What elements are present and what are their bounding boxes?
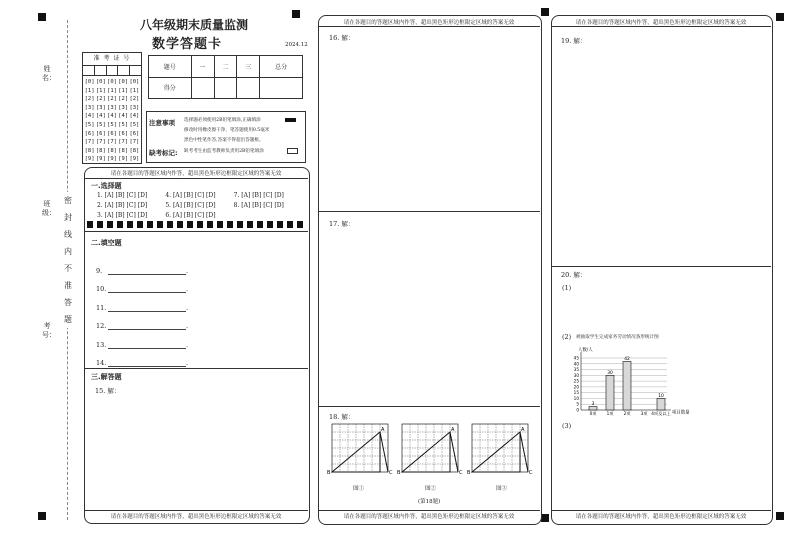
banner-notice: 请在各题目的答题区域内作答，超出黑色矩形边框限定区域的答案无效 bbox=[575, 20, 747, 26]
strip-block bbox=[207, 221, 213, 228]
fill-in-period: . bbox=[186, 266, 189, 275]
figure-label: 图③ bbox=[496, 486, 508, 492]
seal-text bbox=[63, 192, 73, 328]
strip-block bbox=[167, 221, 173, 228]
fill-in-blank[interactable] bbox=[108, 303, 189, 312]
vertex-label: B bbox=[397, 470, 401, 476]
score-cell[interactable] bbox=[260, 77, 303, 99]
choice-item[interactable]: 7. [A] [B] [C] [D] bbox=[233, 192, 284, 199]
part1-label: (1) bbox=[562, 284, 572, 292]
strip-block bbox=[187, 221, 193, 228]
notice-box bbox=[146, 111, 306, 163]
part2-label: (2) bbox=[562, 333, 572, 341]
fill-in-period: . bbox=[186, 303, 189, 312]
strip-block bbox=[267, 221, 273, 228]
bar-value-label: 30 bbox=[607, 370, 613, 376]
banner-notice: 请在各题目的答题区域内作答，超出黑色矩形边框限定区域的答案无效 bbox=[343, 514, 515, 520]
id-digit-bubble[interactable]: [4] bbox=[95, 113, 106, 120]
id-digit-bubble[interactable]: [3] bbox=[129, 104, 140, 111]
id-digit-bubble[interactable]: [9] bbox=[95, 156, 106, 163]
fill-in-period: . bbox=[186, 340, 189, 349]
strip-block bbox=[137, 221, 143, 228]
id-box-header: 准 考 证 号 bbox=[83, 53, 141, 66]
strip-block bbox=[217, 221, 223, 228]
y-tick-label: 20 bbox=[573, 384, 579, 390]
name-label: 姓名： bbox=[42, 65, 56, 82]
id-digit-bubble[interactable]: [8] bbox=[118, 147, 129, 154]
seal-char: 准 bbox=[63, 277, 73, 294]
strip-block bbox=[127, 221, 133, 228]
banner-notice: 请在各题目的答题区域内作答，超出黑色矩形边框限定区域的答案无效 bbox=[343, 20, 515, 26]
grid-figure bbox=[467, 424, 533, 476]
fill-in-number: 12. bbox=[96, 322, 107, 330]
fill-in-blank[interactable] bbox=[108, 285, 189, 293]
seal-char: 线 bbox=[63, 226, 73, 243]
q20-label: 20. 解： bbox=[561, 271, 587, 279]
corner-marker bbox=[776, 13, 784, 21]
corner-marker bbox=[541, 8, 549, 16]
y-tick-label: 45 bbox=[573, 355, 579, 361]
vertex-label: A bbox=[521, 427, 525, 433]
fill-in-period: . bbox=[186, 359, 189, 367]
strip-block bbox=[237, 221, 243, 228]
strip-block bbox=[177, 221, 183, 228]
score-table bbox=[148, 55, 303, 99]
fill-in-period: . bbox=[186, 285, 189, 293]
bar-value-label: 3 bbox=[591, 402, 595, 408]
bar bbox=[623, 361, 631, 410]
q19-label: 19. 解： bbox=[561, 37, 587, 45]
bar-value-label: 10 bbox=[658, 393, 664, 399]
notice-line: 修改时用橡皮擦干净，笔答题使用0.5毫米 bbox=[184, 128, 270, 133]
separator-strip bbox=[87, 221, 303, 228]
vertex-label: B bbox=[327, 470, 331, 476]
strip-block bbox=[287, 221, 293, 228]
id-digit-column[interactable] bbox=[106, 78, 117, 164]
id-digit-bubble[interactable]: [0] bbox=[118, 79, 129, 85]
choice-item[interactable]: 4. [A] [B] [C] [D] bbox=[165, 192, 216, 199]
id-digit-bubble[interactable]: [2] bbox=[107, 96, 117, 103]
id-digit-bubble[interactable]: [3] bbox=[84, 104, 95, 111]
choice-item[interactable]: 8. [A] [B] [C] [D] bbox=[233, 202, 284, 209]
id-digit-bubble[interactable]: [5] bbox=[129, 121, 140, 128]
bar-chart bbox=[565, 340, 695, 420]
id-digit-bubble[interactable]: [7] bbox=[84, 139, 95, 146]
banner-notice: 请在各题目的答题区域内作答，超出黑色矩形边框限定区域的答案无效 bbox=[110, 171, 282, 177]
id-digit-bubble[interactable]: [1] bbox=[95, 87, 106, 94]
strip-block bbox=[107, 221, 113, 228]
choice-item[interactable]: 5. [A] [B] [C] [D] bbox=[165, 202, 216, 209]
q16-label: 16. 解： bbox=[329, 34, 355, 42]
strip-block bbox=[297, 221, 303, 228]
strip-block bbox=[157, 221, 163, 228]
q15-label: 15. 解： bbox=[95, 387, 121, 395]
id-digit-bubble[interactable]: [1] bbox=[118, 87, 129, 94]
candidate-id-box bbox=[82, 52, 142, 164]
fill-in-number: 14. bbox=[96, 359, 107, 367]
id-digit-bubble[interactable]: [7] bbox=[118, 139, 129, 146]
y-tick-label: 35 bbox=[573, 367, 579, 373]
seal-char: 密 bbox=[63, 192, 73, 209]
id-digit-bubble[interactable]: [8] bbox=[129, 147, 140, 154]
id-digit-bubble[interactable]: [5] bbox=[107, 121, 117, 128]
id-digit-bubble[interactable]: [6] bbox=[107, 130, 117, 137]
vertex-label: C bbox=[529, 470, 533, 476]
absent-text: 缺考考生由监考教师负责用2B铅笔填涂 bbox=[184, 149, 264, 154]
fill-in-blank[interactable] bbox=[108, 359, 189, 367]
fill-in-number: 13. bbox=[96, 340, 107, 349]
id-digit-bubble[interactable]: [8] bbox=[84, 147, 95, 154]
corner-marker bbox=[38, 512, 46, 520]
id-digit-bubble[interactable]: [0] bbox=[84, 79, 95, 85]
figure-label: 图① bbox=[353, 486, 365, 492]
bar bbox=[606, 375, 614, 410]
vertex-label: A bbox=[381, 427, 385, 433]
fill-in-number: 9. bbox=[96, 266, 103, 275]
triangle-edge bbox=[380, 432, 388, 472]
id-digit-bubble[interactable]: [1] bbox=[129, 87, 140, 94]
choice-item[interactable]: 6. [A] [B] [C] [D] bbox=[165, 212, 216, 219]
strip-block bbox=[97, 221, 103, 228]
y-tick-label: 0 bbox=[576, 407, 579, 413]
x-axis-label: 项目数量 bbox=[672, 410, 690, 416]
choice-item[interactable]: 2. [A] [B] [C] [D] bbox=[97, 202, 148, 209]
id-digit-bubble[interactable]: [4] bbox=[107, 113, 117, 120]
notice-title: 注意事项 bbox=[149, 119, 175, 127]
id-digit-bubble[interactable]: [9] bbox=[84, 156, 95, 163]
id-digit-bubble[interactable]: [3] bbox=[107, 104, 117, 111]
vertex-label: C bbox=[389, 470, 393, 476]
q17-label: 17. 解： bbox=[329, 220, 355, 228]
id-digit-bubble[interactable]: [6] bbox=[95, 130, 106, 137]
vertex-label: C bbox=[459, 470, 463, 476]
id-digit-bubble[interactable]: [8] bbox=[95, 147, 106, 154]
notice-line: 选择题必须使用2B铅笔填涂,正确填涂 bbox=[184, 118, 261, 123]
score-cell[interactable] bbox=[214, 77, 237, 99]
fill-in-number: 11. bbox=[96, 303, 107, 312]
id-digit-bubble[interactable]: [8] bbox=[107, 147, 117, 154]
vertex-label: B bbox=[467, 470, 471, 476]
strip-block bbox=[277, 221, 283, 228]
id-digit-bubble[interactable]: [3] bbox=[118, 104, 129, 111]
fill-in-item bbox=[96, 349, 296, 368]
id-digit-column[interactable] bbox=[95, 78, 106, 164]
y-tick-label: 25 bbox=[573, 378, 579, 384]
id-digit-bubble[interactable]: [0] bbox=[95, 79, 106, 85]
corner-marker bbox=[776, 512, 784, 520]
strip-block bbox=[257, 221, 263, 228]
id-digit-column[interactable] bbox=[118, 78, 129, 164]
id-digit-bubble[interactable]: [9] bbox=[107, 156, 117, 163]
score-header: 总分 bbox=[260, 56, 303, 78]
choice-item[interactable]: 1. [A] [B] [C] [D] bbox=[97, 192, 148, 199]
section2-title: 二.填空题 bbox=[91, 239, 122, 247]
id-digit-bubble[interactable]: [4] bbox=[118, 113, 129, 120]
triangle-edge bbox=[520, 432, 528, 472]
section3-title: 三.解答题 bbox=[91, 373, 122, 381]
fill-in-item bbox=[96, 256, 296, 275]
section1-title: 一.选择题 bbox=[91, 182, 122, 190]
x-tick-label: 1项 bbox=[606, 411, 614, 416]
strip-block bbox=[147, 221, 153, 228]
choice-grid bbox=[97, 192, 302, 222]
triangle-edge bbox=[450, 432, 458, 472]
strip-block bbox=[87, 221, 93, 228]
id-digit-bubble[interactable]: [7] bbox=[107, 139, 117, 146]
chart-title: 被抽取学生完成家务劳动情况条形统计图 bbox=[576, 335, 659, 340]
id-digit-bubble[interactable]: [7] bbox=[129, 139, 140, 146]
fill-in-number: 10. bbox=[96, 285, 107, 293]
y-axis-label: 人数/人 bbox=[578, 348, 593, 353]
id-digit-bubble[interactable]: [9] bbox=[118, 156, 129, 163]
notice-line: 黑色中性笔作答,答案不得超出答题框。 bbox=[184, 138, 264, 143]
x-tick-label: 2项 bbox=[623, 411, 631, 416]
corner-marker bbox=[541, 514, 549, 522]
bar-value-label: 42 bbox=[624, 356, 630, 362]
fill-in-blank[interactable] bbox=[108, 340, 189, 349]
y-tick-label: 10 bbox=[573, 395, 579, 401]
id-digit-column[interactable] bbox=[129, 78, 140, 164]
grid-figure bbox=[397, 424, 463, 476]
fill-in-list bbox=[96, 256, 296, 367]
id-digit-bubble[interactable]: [3] bbox=[95, 104, 106, 111]
bar bbox=[589, 407, 597, 410]
id-digit-bubble[interactable]: [2] bbox=[84, 96, 95, 103]
class-label: 班级： bbox=[42, 200, 56, 217]
fill-in-blank[interactable] bbox=[108, 322, 189, 330]
id-digit-column[interactable] bbox=[84, 78, 95, 164]
vertex-label: A bbox=[451, 427, 455, 433]
x-tick-label: 4项及以上 bbox=[651, 411, 671, 416]
seal-char: 内 bbox=[63, 243, 73, 260]
score-cell[interactable] bbox=[237, 77, 260, 99]
score-header: 二 bbox=[214, 56, 237, 78]
choice-item[interactable]: 3. [A] [B] [C] [D] bbox=[97, 212, 148, 219]
id-digit-bubble[interactable]: [1] bbox=[107, 87, 117, 94]
absent-checkbox[interactable] bbox=[287, 148, 298, 154]
id-digit-bubble[interactable]: [5] bbox=[118, 121, 129, 128]
q18-label: 18. 解： bbox=[329, 413, 355, 421]
id-digit-bubble[interactable]: [6] bbox=[118, 130, 129, 137]
seal-char: 题 bbox=[63, 311, 73, 328]
id-digit-bubble[interactable]: [0] bbox=[129, 79, 140, 85]
fill-in-blank[interactable] bbox=[108, 266, 189, 275]
fill-in-item bbox=[96, 275, 296, 294]
x-tick-label: 3项 bbox=[640, 411, 648, 416]
choice-row bbox=[97, 202, 302, 212]
x-tick-label: 0项 bbox=[589, 411, 597, 416]
part3-label: (3) bbox=[562, 422, 572, 430]
strip-block bbox=[247, 221, 253, 228]
id-digit-grid[interactable] bbox=[83, 76, 141, 164]
fill-in-item bbox=[96, 330, 296, 349]
y-tick-label: 15 bbox=[573, 390, 579, 396]
id-digit-bubble[interactable]: [1] bbox=[84, 87, 95, 94]
absent-label: 缺考标记: bbox=[149, 149, 178, 157]
score-cell[interactable] bbox=[191, 77, 214, 99]
exam-title: 八年级期末质量监测 bbox=[140, 18, 249, 32]
seal-char: 封 bbox=[63, 209, 73, 226]
seat-label: 考号： bbox=[42, 322, 56, 339]
seal-char: 答 bbox=[63, 294, 73, 311]
choice-row bbox=[97, 192, 302, 202]
score-header: 三 bbox=[237, 56, 260, 78]
banner-notice: 请在各题目的答题区域内作答，超出黑色矩形边框限定区域的答案无效 bbox=[110, 514, 282, 520]
y-tick-label: 30 bbox=[573, 372, 579, 378]
figure-label: 图② bbox=[425, 486, 437, 492]
id-digit-bubble[interactable]: [2] bbox=[118, 96, 129, 103]
fill-sample bbox=[285, 118, 296, 122]
exam-date: 2024.12 bbox=[285, 42, 308, 48]
fill-in-item bbox=[96, 312, 296, 331]
id-digit-bubble[interactable]: [2] bbox=[129, 96, 140, 103]
y-tick-label: 40 bbox=[573, 361, 579, 367]
corner-marker bbox=[292, 10, 300, 18]
id-digit-bubble[interactable]: [6] bbox=[129, 130, 140, 137]
corner-marker bbox=[38, 13, 46, 21]
id-digit-bubble[interactable]: [5] bbox=[95, 121, 106, 128]
score-header: 一 bbox=[191, 56, 214, 78]
id-digit-bubble[interactable]: [0] bbox=[107, 79, 117, 85]
fill-in-item bbox=[96, 293, 296, 312]
strip-block bbox=[197, 221, 203, 228]
seal-char: 不 bbox=[63, 260, 73, 277]
y-tick-label: 5 bbox=[576, 401, 579, 407]
id-digit-bubble[interactable]: [9] bbox=[129, 156, 140, 163]
id-digit-bubble[interactable]: [5] bbox=[84, 121, 95, 128]
id-digit-bubble[interactable]: [4] bbox=[84, 113, 95, 120]
score-row-label: 得分 bbox=[149, 77, 192, 99]
id-digit-bubble[interactable]: [7] bbox=[95, 139, 106, 146]
fill-in-period: . bbox=[186, 322, 189, 330]
figure-caption: (第18题) bbox=[418, 499, 441, 505]
id-digit-bubble[interactable]: [4] bbox=[129, 113, 140, 120]
grid-figure bbox=[327, 424, 393, 476]
bar bbox=[657, 398, 665, 410]
card-title: 数学答题卡 bbox=[152, 37, 223, 52]
score-header: 题号 bbox=[149, 56, 192, 78]
id-digit-bubble[interactable]: [6] bbox=[84, 130, 95, 137]
banner-notice: 请在各题目的答题区域内作答，超出黑色矩形边框限定区域的答案无效 bbox=[575, 514, 747, 520]
strip-block bbox=[117, 221, 123, 228]
strip-block bbox=[227, 221, 233, 228]
id-digit-bubble[interactable]: [2] bbox=[95, 96, 106, 103]
